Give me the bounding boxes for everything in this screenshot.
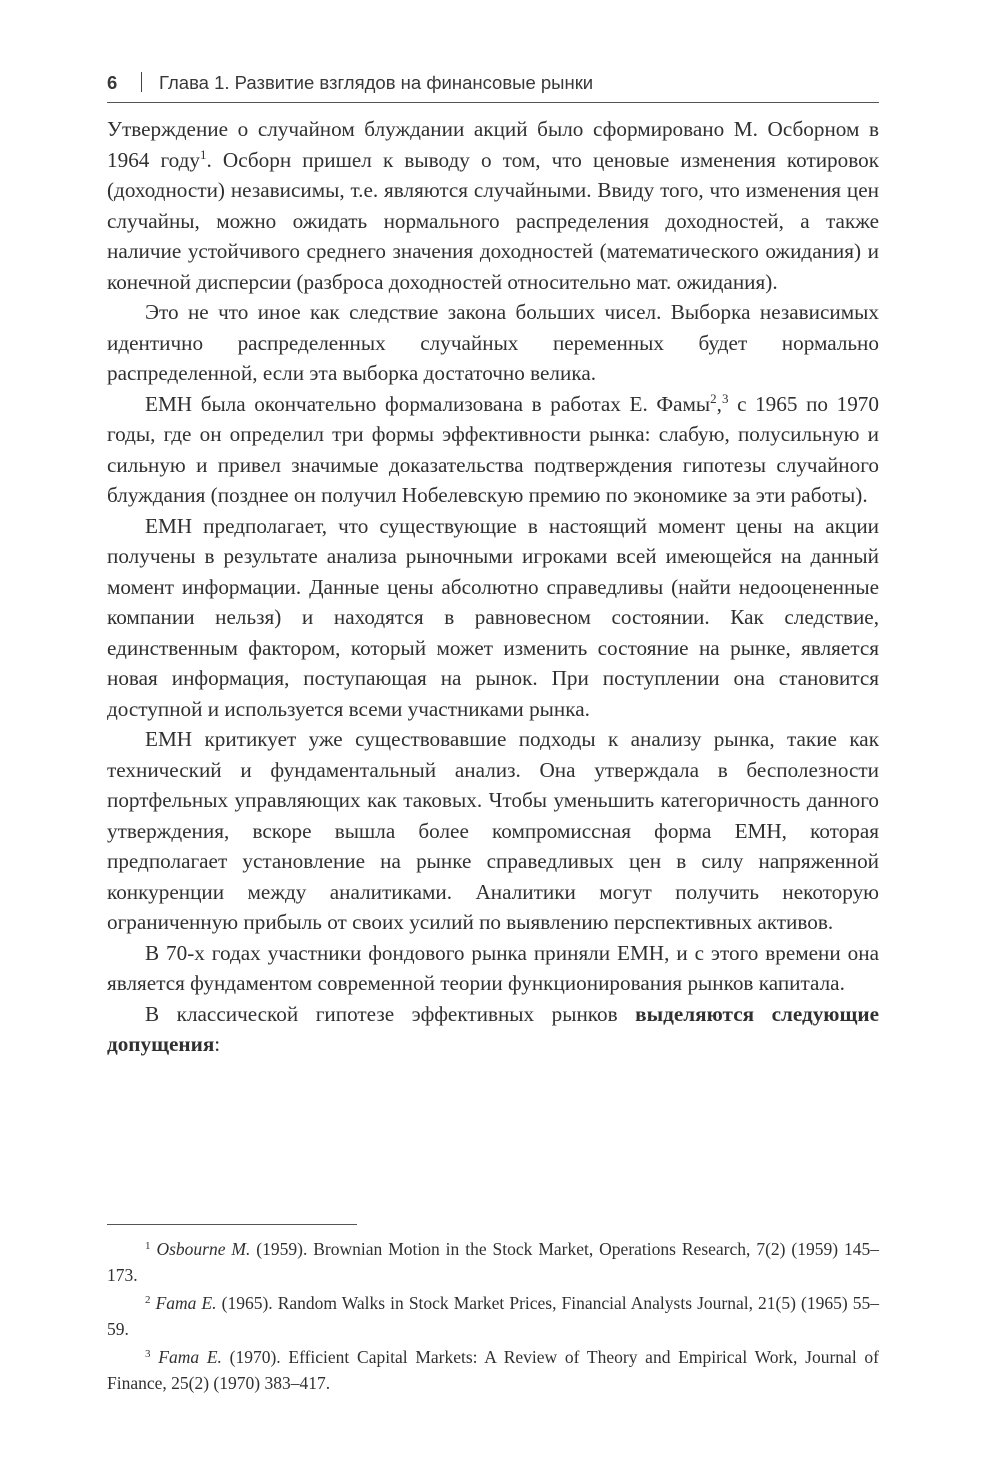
paragraph-5: ЕМН критикует уже существовавшие подходы к анализу рынка, такие как технический и фундаментальный анализ. Она утверждала в бесполезности портфельных управляющих как таковых. Чтобы уменьшить категоричность данного утверждения, вскоре вышла более компромиссная форма ЕМН, которая предполагает установление на рынке справедливых цен в силу напряженной конкуренции между аналитиками. Аналитики могут получить некоторую ограниченную прибыль от своих усилий по выявлению перспективных активов. xyxy=(107,727,879,934)
footnote-author: Fama E. xyxy=(155,1293,217,1313)
body-text xyxy=(107,114,879,1060)
paragraph-7: В классической гипотезе эффективных рынков выделяются следующие допущения: xyxy=(107,1001,879,1056)
paragraph-2: Это не что иное как следствие закона больших чисел. Выборка независимых идентично распределенных случайных переменных будет нормально распределенной, если эта выборка достаточно велика. xyxy=(107,300,879,385)
footnote-1: $^1$ Osbourne M. (1959). Brownian Motion in the Stock Market, Operations Research, 7(2) (1959) 145–173. xyxy=(107,1239,880,1285)
paragraph-4: ЕМН предполагает, что существующие в настоящий момент цены на акции получены в результате анализа рыночными игроками всей имеющейся на данный момент информации. Данные цены абсолютно справедливы (найти недооцененные компании нельзя) и находятся в равновесном состоянии. Как следствие, единственным фактором, который может изменить состояние на рынке, является новая информация, поступающая на рынок. При поступлении она становится доступной и используется всеми участниками рынка. xyxy=(107,513,879,721)
paragraph-3: ЕМН была окончательно формализована в работах Е. Фамы$^2$,$^3$ с 1965 по 1970 годы, где он определил три формы эффективности рынка: слабую, полусильную и сильную и привел значимые доказательства подтверждения гипотезы случайного блуждания (позднее он получил Нобелевскую премию по экономике за эти работы). xyxy=(107,390,879,507)
chapter-title: Глава 1. Развитие взглядов на финансовые рынки xyxy=(159,72,594,93)
footnote-author: Fama E. xyxy=(158,1347,222,1367)
footnote-3: $^3$ Fama E. (1970). Efficient Capital Markets: A Review of Theory and Empirical Work, Journal of Finance, 25(2) (1970) 383–417. xyxy=(107,1347,879,1393)
footnote-ref-1[interactable]: 1 xyxy=(200,146,207,162)
footnote-author: Osbourne M. xyxy=(156,1239,251,1259)
running-header xyxy=(107,72,879,100)
footnote-ref-2[interactable]: 2 xyxy=(710,390,717,406)
page-number: 6 xyxy=(107,72,118,93)
footnote-2: $^2$ Fama E. (1965). Random Walks in Stock Market Prices, Financial Analysts Journal, 21(5) (1965) 55–59. xyxy=(107,1293,879,1339)
paragraph-1: Утверждение о случайном блуждании акций было сформировано М. Осборном в 1964 году$^1$. Осборн пришел к выводу о том, что ценовые изменения котировок (доходности) независимы, т.е. являются случайными. Ввиду того, что изменения цен случайны, можно ожидать нормального распределения доходностей, а также наличие устойчивого среднего значения доходностей (математического ожидания) и конечной дисперсии (разброса доходностей относительно мат. ожидания). xyxy=(107,117,879,294)
footnote-ref-3[interactable]: 3 xyxy=(721,390,729,406)
header-separator xyxy=(141,72,142,92)
paragraph-6: В 70-х годах участники фондового рынка приняли ЕМН, и с этого времени она является фундаментом современной теории функционирования рынков капитала. xyxy=(107,940,879,995)
footnote-number: 3 xyxy=(145,1348,151,1360)
footnote-number: 2 xyxy=(145,1294,151,1306)
footnote-number: 1 xyxy=(145,1240,151,1252)
footnote-rule xyxy=(107,1224,357,1225)
bold-emphasis: выделяются следующие допущения xyxy=(107,1001,879,1056)
header-rule xyxy=(107,102,879,103)
footnotes xyxy=(107,1236,879,1398)
